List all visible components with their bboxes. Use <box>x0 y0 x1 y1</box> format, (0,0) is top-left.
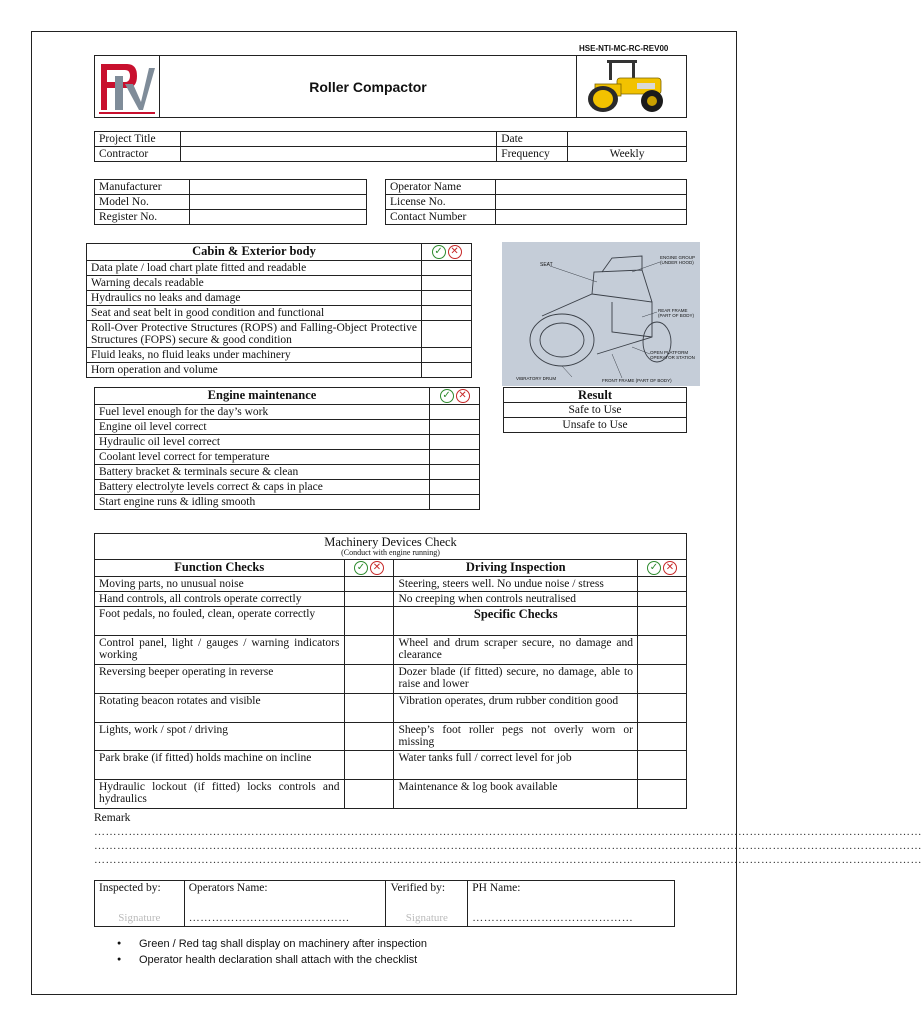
specific-item-check[interactable] <box>638 636 687 665</box>
date-label: Date <box>497 132 568 147</box>
remark-line-1[interactable]: ……………………………………………………………………………………………………………………………………………………………………………………………… <box>94 826 922 838</box>
function-item: Moving parts, no unusual noise <box>95 577 345 592</box>
cabin-item: Seat and seat belt in good condition and functional <box>87 306 422 321</box>
diagram-label-drum: VIBRATORY DRUM <box>516 376 557 381</box>
engine-item-check[interactable] <box>430 405 480 420</box>
date-field[interactable] <box>568 132 687 147</box>
engine-item: Hydraulic oil level correct <box>95 435 430 450</box>
diagram-label-seat: SEAT <box>540 262 553 268</box>
engine-item-check[interactable] <box>430 495 480 510</box>
driving-item-check[interactable] <box>638 592 687 607</box>
verifier-signature-placeholder: Signature <box>405 912 448 924</box>
specific-item-check[interactable] <box>638 723 687 751</box>
cabin-item: Horn operation and volume <box>87 363 422 378</box>
note-item: ● Operator health declaration shall attach with the checklist <box>117 952 427 968</box>
contractor-field[interactable] <box>180 147 496 162</box>
specific-item-check[interactable] <box>638 665 687 694</box>
engine-item: Fuel level enough for the day’s work <box>95 405 430 420</box>
function-item-check[interactable] <box>344 577 394 592</box>
function-item: Reversing beeper operating in reverse <box>95 665 345 694</box>
operator-name-label: Operator Name <box>386 180 496 195</box>
engine-maintenance-table <box>94 387 480 510</box>
logo-cell <box>94 55 160 118</box>
cabin-item: Hydraulics no leaks and damage <box>87 291 422 306</box>
engine-item: Coolant level correct for temperature <box>95 450 430 465</box>
cabin-item: Warning decals readable <box>87 276 422 291</box>
specific-item-check[interactable] <box>638 694 687 723</box>
title-cell <box>159 55 577 118</box>
engine-item-check[interactable] <box>430 420 480 435</box>
operators-name-dots: …………………………………… <box>188 912 350 924</box>
verified-by-label: Verified by: <box>390 882 446 894</box>
inspected-by-cell[interactable] <box>95 881 185 927</box>
cabin-item-check[interactable] <box>422 363 472 378</box>
function-item: Park brake (if fitted) holds machine on incline <box>95 751 345 780</box>
check-circle-icon: ✓ <box>440 389 454 403</box>
cabin-item: Fluid leaks, no fluid leaks under machinery <box>87 348 422 363</box>
cabin-item: Data plate / load chart plate fitted and readable <box>87 261 422 276</box>
engine-heading: Engine maintenance <box>95 388 430 405</box>
frequency-label: Frequency <box>497 147 568 162</box>
engine-item-check[interactable] <box>430 465 480 480</box>
function-item-check[interactable] <box>344 723 394 751</box>
machine-diagram <box>502 242 700 386</box>
notes-list <box>117 936 427 968</box>
function-item-check[interactable] <box>344 607 394 636</box>
diagram-label-front-frame: FRONT FRAME (PART OF BODY) <box>602 378 672 383</box>
ph-name-label: PH Name: <box>472 882 521 894</box>
machinery-devices-table <box>94 533 687 809</box>
devices-heading: Machinery Devices Check <box>324 535 457 549</box>
cabin-check-header <box>422 244 472 261</box>
manufacturer-label: Manufacturer <box>95 180 190 195</box>
machine-info-table <box>94 179 367 225</box>
cross-circle-icon: ✕ <box>663 561 677 575</box>
result-unsafe-option[interactable]: Unsafe to Use <box>504 418 687 433</box>
result-safe-option[interactable]: Safe to Use <box>504 403 687 418</box>
inspected-by-label: Inspected by: <box>99 882 161 894</box>
project-title-label: Project Title <box>95 132 181 147</box>
specific-item-check[interactable] <box>638 780 687 809</box>
cabin-exterior-table <box>86 243 472 378</box>
driving-item: Steering, steers well. No undue noise / stress <box>394 577 638 592</box>
model-field[interactable] <box>189 195 366 210</box>
check-circle-icon: ✓ <box>432 245 446 259</box>
cabin-item-check[interactable] <box>422 291 472 306</box>
cabin-item-check[interactable] <box>422 306 472 321</box>
ph-name-dots: …………………………………… <box>472 912 634 924</box>
engine-item-check[interactable] <box>430 450 480 465</box>
check-circle-icon: ✓ <box>647 561 661 575</box>
company-logo-icon <box>95 56 159 117</box>
operator-info-table <box>385 179 687 225</box>
license-field[interactable] <box>495 195 686 210</box>
driving-check-header <box>638 560 687 577</box>
project-info-table <box>94 131 687 162</box>
manufacturer-field[interactable] <box>189 180 366 195</box>
check-circle-icon: ✓ <box>354 561 368 575</box>
register-field[interactable] <box>189 210 366 225</box>
operators-name-label: Operators Name: <box>188 882 268 894</box>
specific-item: Dozer blade (if fitted) secure, no damage, able to raise and lower <box>394 665 638 694</box>
cabin-item-check[interactable] <box>422 348 472 363</box>
remark-line-3[interactable]: ……………………………………………………………………………………………………………………………………………………………………………………………… <box>94 854 922 866</box>
engine-item: Start engine runs & idling smooth <box>95 495 430 510</box>
specific-item: Maintenance & log book available <box>394 780 638 809</box>
function-item-check[interactable] <box>344 694 394 723</box>
specific-checks-heading: Specific Checks <box>394 607 638 636</box>
result-heading: Result <box>504 388 687 403</box>
operator-name-field[interactable] <box>495 180 686 195</box>
operators-name-cell[interactable] <box>184 881 386 927</box>
function-item: Control panel, light / gauges / warning indicators working <box>95 636 345 665</box>
diagram-label-rear-frame: REAR FRAME (PART OF BODY) <box>658 308 695 318</box>
function-item-check[interactable] <box>344 780 394 809</box>
diagram-label-engine: ENGINE GROUP (UNDER HOOD) <box>660 255 695 265</box>
ph-name-cell[interactable] <box>468 881 675 927</box>
engine-item-check[interactable] <box>430 435 480 450</box>
contact-field[interactable] <box>495 210 686 225</box>
specific-item: Vibration operates, drum rubber condition good <box>394 694 638 723</box>
function-check-header <box>344 560 394 577</box>
specific-header-blank <box>638 607 687 636</box>
function-item-check[interactable] <box>344 665 394 694</box>
function-item: Lights, work / spot / driving <box>95 723 345 751</box>
specific-item-check[interactable] <box>638 751 687 780</box>
engine-item: Battery bracket & terminals secure & clean <box>95 465 430 480</box>
function-item-check[interactable] <box>344 592 394 607</box>
engine-check-header <box>430 388 480 405</box>
specific-item: Sheep’s foot roller pegs not overly worn or missing <box>394 723 638 751</box>
document-title: Roller Compactor <box>309 78 427 95</box>
signature-table <box>94 880 675 927</box>
specific-item: Wheel and drum scraper secure, no damage and clearance <box>394 636 638 665</box>
machine-photo-cell <box>576 55 687 118</box>
inspector-signature-placeholder: Signature <box>118 912 161 924</box>
function-item: Hydraulic lockout (if fitted) locks controls and hydraulics <box>95 780 345 809</box>
cabin-item: Roll-Over Protective Structures (ROPS) and Falling-Object Protective Structures (FOPS) secure & good condition <box>87 321 422 348</box>
cross-circle-icon: ✕ <box>370 561 384 575</box>
driving-inspection-heading: Driving Inspection <box>394 560 638 577</box>
roller-compactor-icon <box>577 56 686 117</box>
engine-item-check[interactable] <box>430 480 480 495</box>
function-item: Rotating beacon rotates and visible <box>95 694 345 723</box>
function-item: Hand controls, all controls operate correctly <box>95 592 345 607</box>
register-label: Register No. <box>95 210 190 225</box>
cabin-heading: Cabin & Exterior body <box>87 244 422 261</box>
result-table <box>503 387 687 433</box>
model-label: Model No. <box>95 195 190 210</box>
function-item-check[interactable] <box>344 636 394 665</box>
cabin-item-check[interactable] <box>422 276 472 291</box>
cabin-item-check[interactable] <box>422 321 472 348</box>
specific-item: Water tanks full / correct level for job <box>394 751 638 780</box>
remark-line-2[interactable]: ……………………………………………………………………………………………………………………………………………………………………………………………… <box>94 840 922 852</box>
cross-circle-icon: ✕ <box>448 245 462 259</box>
cross-circle-icon: ✕ <box>456 389 470 403</box>
devices-heading-cell <box>95 534 687 560</box>
note-item: ● Green / Red tag shall display on machinery after inspection <box>117 936 427 952</box>
function-checks-heading: Function Checks <box>95 560 345 577</box>
driving-item-check[interactable] <box>638 577 687 592</box>
engine-item: Battery electrolyte levels correct & caps in place <box>95 480 430 495</box>
verified-by-cell[interactable] <box>386 881 468 927</box>
engine-item: Engine oil level correct <box>95 420 430 435</box>
project-title-field[interactable] <box>180 132 496 147</box>
license-label: License No. <box>386 195 496 210</box>
document-number: HSE-NTI-MC-RC-REV00 <box>579 44 669 53</box>
remark-label: Remark <box>94 812 131 824</box>
contractor-label: Contractor <box>95 147 181 162</box>
devices-subheading: (Conduct with engine running) <box>341 548 440 557</box>
diagram-label-platform: OPEN PLATFORM OPERATOR STATION <box>650 350 695 360</box>
frequency-field[interactable]: Weekly <box>568 147 687 162</box>
cabin-item-check[interactable] <box>422 261 472 276</box>
function-item: Foot pedals, no fouled, clean, operate correctly <box>95 607 345 636</box>
contact-label: Contact Number <box>386 210 496 225</box>
driving-item: No creeping when controls neutralised <box>394 592 638 607</box>
function-item-check[interactable] <box>344 751 394 780</box>
